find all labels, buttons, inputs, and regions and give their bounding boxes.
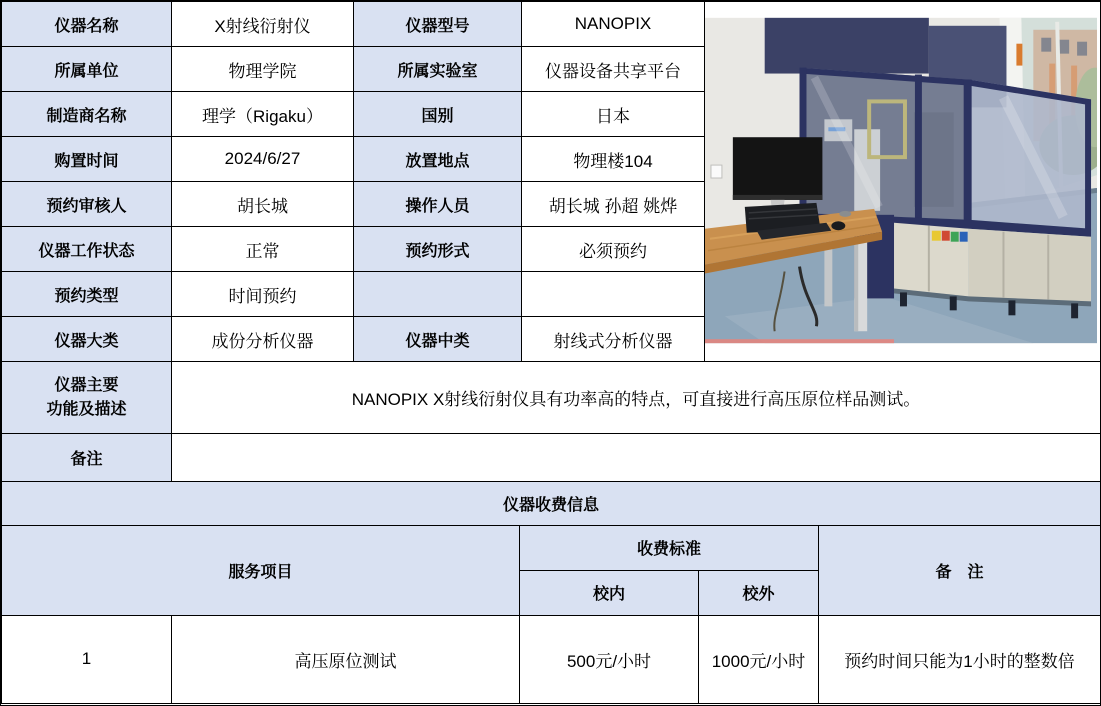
fee-title-row bbox=[2, 481, 1101, 525]
info-label: 仪器工作状态 bbox=[2, 227, 172, 272]
info-value: 物理学院 bbox=[172, 47, 354, 92]
fee-row-service: 高压原位测试 bbox=[172, 615, 520, 703]
info-value: 仪器设备共享平台 bbox=[522, 47, 705, 92]
info-label: 预约审核人 bbox=[2, 182, 172, 227]
remark-value bbox=[172, 434, 1101, 482]
fee-row-number: 1 bbox=[2, 615, 172, 703]
fee-header-internal: 校内 bbox=[520, 570, 699, 615]
fee-table bbox=[1, 481, 1101, 704]
description-label-line2: 功能及描述 bbox=[46, 400, 127, 418]
info-label-empty bbox=[354, 272, 522, 317]
instrument-photo bbox=[705, 2, 1101, 362]
monitor bbox=[733, 137, 823, 200]
description-value: NANOPIX X射线衍射仪具有功率高的特点，可直接进行高压原位样品测试。 bbox=[172, 362, 1101, 434]
table-row-description bbox=[2, 362, 1101, 434]
info-label: 仪器大类 bbox=[2, 317, 172, 362]
info-value: 物理楼104 bbox=[522, 137, 705, 182]
instrument-photo-illustration bbox=[705, 17, 1097, 344]
info-label: 仪器型号 bbox=[354, 2, 522, 47]
info-value: 胡长城 孙超 姚烨 bbox=[522, 182, 705, 227]
info-value: 时间预约 bbox=[172, 272, 354, 317]
table-row bbox=[2, 2, 1101, 47]
wall-outlet bbox=[711, 165, 722, 178]
info-value: X射线衍射仪 bbox=[172, 2, 354, 47]
info-value: 必须预约 bbox=[522, 227, 705, 272]
info-value: 射线式分析仪器 bbox=[522, 317, 705, 362]
fee-header-external: 校外 bbox=[699, 570, 819, 615]
info-label: 所属单位 bbox=[2, 47, 172, 92]
fee-row-internal: 500元/小时 bbox=[520, 615, 699, 703]
info-label: 预约类型 bbox=[2, 272, 172, 317]
info-label: 制造商名称 bbox=[2, 92, 172, 137]
fee-row-external: 1000元/小时 bbox=[699, 615, 819, 703]
info-label: 仪器名称 bbox=[2, 2, 172, 47]
table-row-remark bbox=[2, 434, 1101, 482]
fee-data-row bbox=[2, 615, 1101, 703]
fee-header-row bbox=[2, 525, 1101, 570]
mouse bbox=[831, 221, 845, 230]
fee-header-remark: 备 注 bbox=[819, 525, 1101, 615]
photo-edge-line bbox=[705, 339, 894, 343]
fee-row-remark: 预约时间只能为1小时的整数倍 bbox=[819, 615, 1101, 703]
fee-header-service: 服务项目 bbox=[2, 525, 520, 615]
remark-label: 备注 bbox=[2, 434, 172, 482]
info-label: 预约形式 bbox=[354, 227, 522, 272]
info-label: 所属实验室 bbox=[354, 47, 522, 92]
info-label: 购置时间 bbox=[2, 137, 172, 182]
info-label: 操作人员 bbox=[354, 182, 522, 227]
info-value: 成份分析仪器 bbox=[172, 317, 354, 362]
info-value: 正常 bbox=[172, 227, 354, 272]
info-value: 日本 bbox=[522, 92, 705, 137]
info-label: 放置地点 bbox=[354, 137, 522, 182]
info-value: NANOPIX bbox=[522, 2, 705, 47]
info-value: 2024/6/27 bbox=[172, 137, 354, 182]
info-label: 仪器中类 bbox=[354, 317, 522, 362]
description-label bbox=[2, 362, 172, 434]
info-label: 国别 bbox=[354, 92, 522, 137]
fee-section-title: 仪器收费信息 bbox=[2, 481, 1101, 525]
instrument-info-table bbox=[1, 1, 1101, 482]
beacon-lamp bbox=[1016, 44, 1022, 66]
info-value-empty bbox=[522, 272, 705, 317]
info-value: 理学（Rigaku） bbox=[172, 92, 354, 137]
description-label-line1: 仪器主要 bbox=[54, 377, 119, 395]
info-value: 胡长城 bbox=[172, 182, 354, 227]
desk-grommet bbox=[839, 211, 851, 217]
fee-header-standard: 收费标准 bbox=[520, 525, 819, 570]
